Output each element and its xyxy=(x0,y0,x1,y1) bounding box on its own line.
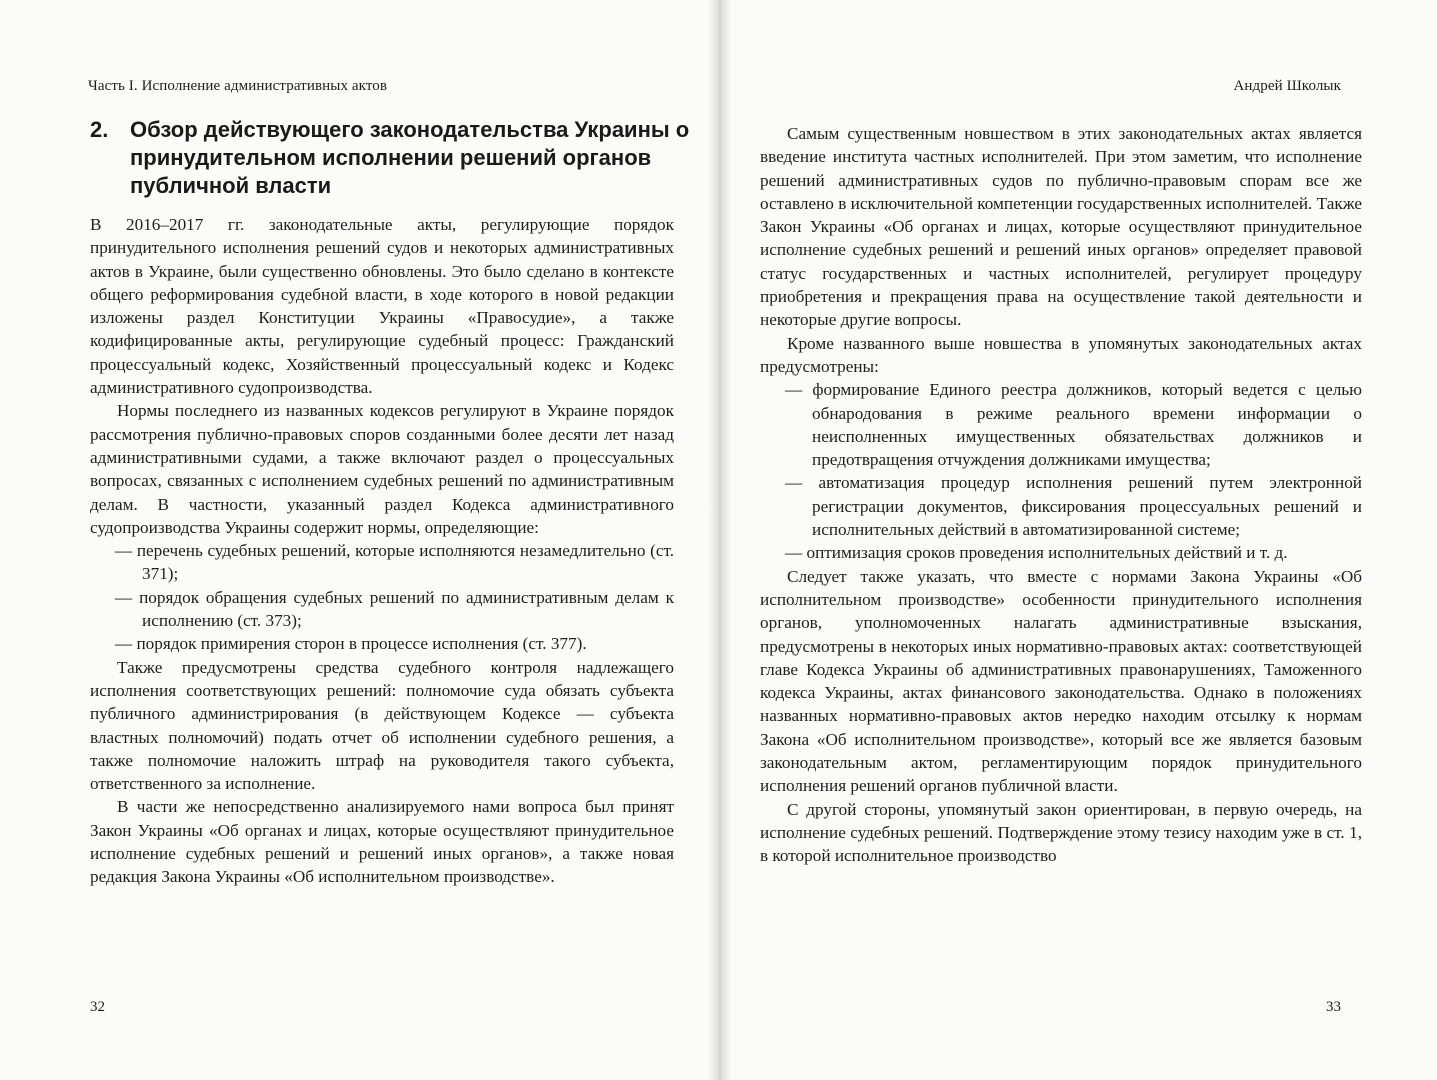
paragraph: С другой стороны, упомянутый закон ориентирован, в первую очередь, на исполнение судебных решений. Подтверждение этому тезису находим уже в ст. 1, в которой исполнительное производство xyxy=(760,799,1362,866)
page-number-right: 33 xyxy=(1326,999,1341,1015)
left-body-text xyxy=(90,213,674,889)
page-number-left: 32 xyxy=(90,999,105,1015)
paragraph: Также предусмотрены средства судебного контроля надлежащего исполнения соответствующих решений: полномочие суда обязать субъекта публичного администрирования (в действующем Кодексе — субъекта властных полномочий) подать отчет об исполнении судебного решения, а также полномочие наложить штраф на руководителя такого субъекта, ответственного за исполнение. xyxy=(90,657,674,794)
paragraph: Самым существенным новшеством в этих законодательных актах является введение института частных исполнителей. При этом заметим, что исполнение решений административных судов по публично-правовым спорам все же оставлено в исключительной компетенции государственных исполнителей. Также Закон Украины «Об органах и лицах, которые осуществляют принудительное исполнение судебных решений и решений иных органов» определяет правовой статус государственных и частных исполнителей, регулирует процедуру приобретения и прекращения права на осуществление такой деятельности и некоторые другие вопросы. xyxy=(760,124,1362,330)
book-gutter xyxy=(708,0,732,1080)
section-heading xyxy=(90,116,690,200)
running-head-left: Часть I. Исполнение административных актов xyxy=(88,78,388,94)
section-number: 2. xyxy=(90,117,109,142)
paragraph: В 2016–2017 гг. законодательные акты, регулирующие порядок принудительного исполнения решений судов и некоторых административных актов в Украине, были существенно обновлены. Это было сделано в контексте общего реформирования судебной власти, в ходе которого в новой редакции изложены раздел Конституции Украины «Правосудие», а также кодифицированные акты, регулирующие судебный процесс: Гражданский процессуальный кодекс, Хозяйственный процессуальный кодекс и Кодекс административного судопроизводства. xyxy=(90,215,674,398)
left-page xyxy=(0,0,716,1080)
running-head-right: Андрей Школык xyxy=(1233,78,1341,94)
paragraph: Кроме названного выше новшества в упомянутых законодательных актах предусмотрены: xyxy=(760,333,1362,376)
section-title: Обзор действующего законодательства Украины о принудительном исполнении решений органов публичной власти xyxy=(130,117,690,198)
paragraph: Нормы последнего из названных кодексов регулируют в Украине порядок рассмотрения публично-правовых споров созданными более десяти лет назад административными судами, а также включают раздел о процессуальных вопросах, связанных с исполнением судебных решений по административным делам. В частности, указанный раздел Кодекса административного судопроизводства Украины содержит нормы, определяющие: xyxy=(90,401,674,537)
list-item: — порядок примирения сторон в процессе исполнения (ст. 377). xyxy=(115,634,587,654)
paragraph: В части же непосредственно анализируемого нами вопроса был принят Закон Украины «Об органах и лицах, которые осуществляют принудительное исполнение судебных решений и решений иных органов», а также новая редакция Закона Украины «Об исполнительном производстве». xyxy=(90,797,674,887)
right-page xyxy=(720,0,1437,1080)
list-item: — автоматизация процедур исполнения решений путем электронной регистрации документов, фиксирования процессуальных решений и исполнительных действий в автоматизированной системе; xyxy=(785,473,1362,540)
list-item: — перечень судебных решений, которые исполняются незамедлительно (ст. 371); xyxy=(115,541,674,584)
list-item: — формирование Единого реестра должников, который ведется с целью обнародования в режиме реального времени информации о неисполненных имущественных обязательствах должников и предотвращения отчуждения должниками имущества; xyxy=(785,380,1362,470)
list-item: — порядок обращения судебных решений по административным делам к исполнению (ст. 373); xyxy=(115,587,674,631)
paragraph: Следует также указать, что вместе с нормами Закона Украины «Об исполнительном производстве» особенности принудительного исполнения органов, уполномоченных налагать административные взыскания, предусмотрены в некоторых иных нормативно-правовых актах: соответствующей главе Кодекса Украины об административных правонарушениях, Таможенного кодекса Украины, актах финансового законодательства. Однако в положениях названных нормативно-правовых актов нередко находим отсылку к нормам Закона «Об исполнительном производстве», который все же является базовым законодательным актом, регламентирующим порядок принудительного исполнения решений органов публичной власти. xyxy=(760,566,1362,796)
list-item: — оптимизация сроков проведения исполнительных действий и т. д. xyxy=(785,543,1288,563)
right-body-text xyxy=(760,122,1362,868)
